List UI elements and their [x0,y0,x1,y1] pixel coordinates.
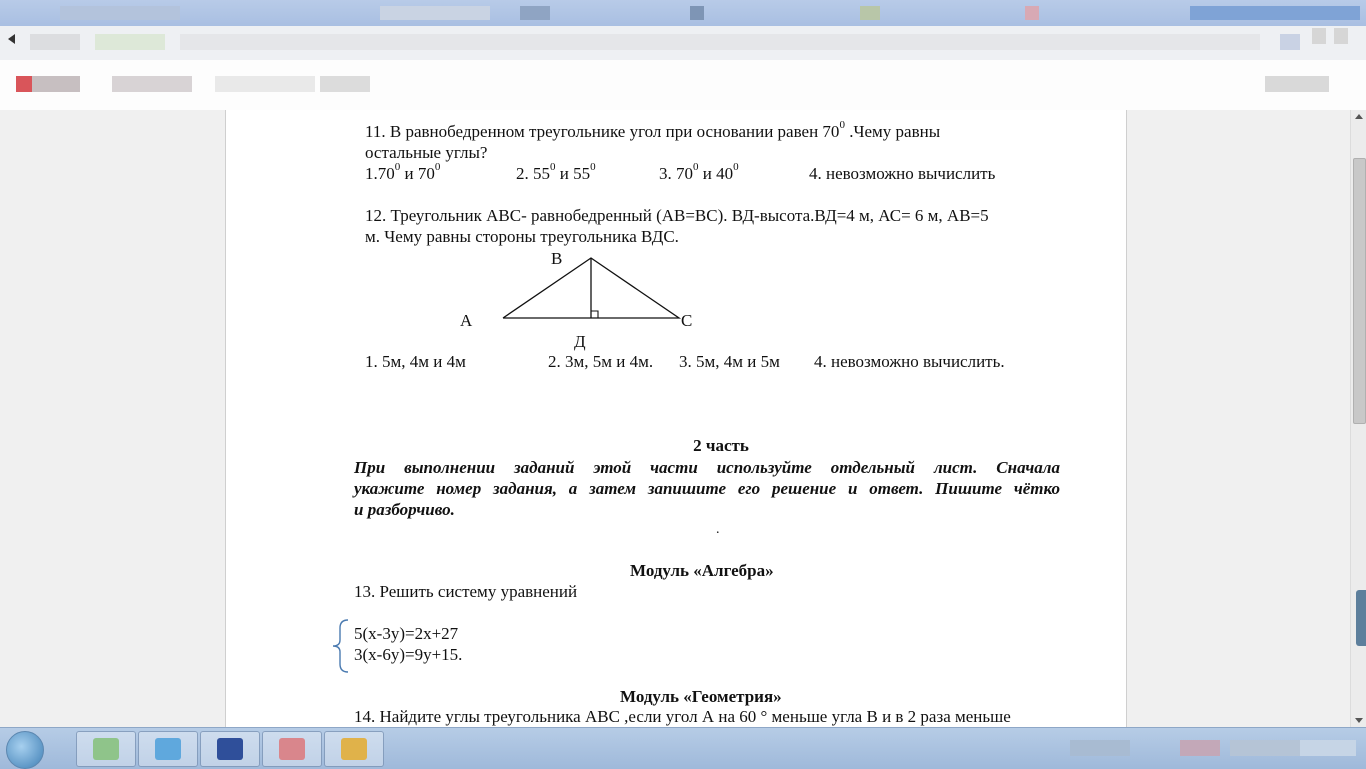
document-viewport[interactable] [0,110,1350,727]
blurred-block [215,76,315,92]
q13-text: 13. Решить систему уравнений [354,582,578,601]
side-gadget[interactable] [1356,590,1366,646]
geometry-module-title: Модуль «Геометрия» [620,687,782,706]
blurred-block [60,6,180,20]
blurred-block [1025,6,1039,20]
q12-option-2: 2. 3м, 5м и 4м. [548,352,654,371]
app-icon [217,738,243,760]
back-arrow-icon[interactable] [8,34,15,44]
label-c: С [681,311,693,330]
degree-mark: 0 [733,161,739,174]
blurred-block [30,34,80,50]
q11-option-4: 4. невозможно вычислить [809,164,996,183]
equation-2: 3(х-6у)=9у+15. [354,645,463,664]
taskbar-app-button[interactable] [138,731,198,767]
scrollbar-thumb[interactable] [1353,158,1366,424]
blurred-block [1190,6,1360,20]
tray-icons[interactable] [1180,740,1220,756]
taskbar-app-button[interactable] [262,731,322,767]
app-ribbon [0,60,1366,111]
taskbar-app-button[interactable] [76,731,136,767]
equation-1: 5(х-3у)=2х+27 [354,624,459,643]
tray-icons[interactable] [1070,740,1130,756]
taskbar-app-button[interactable] [324,731,384,767]
blurred-block [690,6,704,20]
app-icon [341,738,367,760]
right-angle-mark [591,311,598,318]
q11-text: .Чему равны [844,122,941,141]
degree-mark: 0 [693,161,699,174]
app-icon [155,738,181,760]
option-text: и 55 [555,164,591,183]
document-page [225,110,1127,727]
label-b: В [551,249,563,268]
algebra-module-title: Модуль «Алгебра» [630,561,774,580]
app-logo-icon [16,76,32,92]
option-text: и 70 [400,164,435,183]
degree-mark: 0 [434,161,441,174]
part2-instruction-line3: и разборчиво. [354,500,455,519]
option-text: 3. 70 [659,164,693,183]
address-bar[interactable] [180,34,1260,50]
window-title-bar [0,0,1366,26]
q12-line1: 12. Треугольник АВС- равнобедренный (АВ=ВС). ВД-высота.ВД=4 м, АС= 6 м, АВ=5 [365,206,989,225]
degree-mark: 0 [394,161,401,174]
scroll-up-icon[interactable] [1355,114,1363,119]
q11-option-2 [516,161,596,184]
tray-clock[interactable] [1300,740,1356,756]
label-a: А [460,311,473,330]
degree-mark: 0 [839,119,845,132]
blurred-block [1312,28,1326,44]
option-text: и 40 [698,164,734,183]
blurred-block [1334,28,1348,44]
taskbar [0,727,1366,769]
q12-line2: м. Чему равны стороны треугольника ВДС. [365,227,679,246]
scroll-down-icon[interactable] [1355,718,1363,723]
q11-text: 11. В равнобедренном треугольнике угол при основании равен 70 [365,122,840,141]
tray-icons[interactable] [1230,740,1300,756]
blurred-block [1265,76,1329,92]
blurred-block [520,6,550,20]
q11-option-1 [365,161,441,184]
degree-mark: 0 [550,161,556,174]
option-text: 1.70 [365,164,395,183]
blurred-block [95,34,165,50]
app-icon [279,738,305,760]
degree-mark: 0 [590,161,596,174]
part2-instruction-line2: укажите номер задания, а затем запишите его решение и ответ. Пишите чётко [354,479,1060,498]
blurred-block [112,76,192,92]
option-text: 2. 55 [516,164,550,183]
q12-option-3: 3. 5м, 4м и 5м [679,352,780,371]
q14-text: 14. Найдите углы треугольника АВС ,если угол А на 60 ° меньше угла В и в 2 раза меньше [354,707,1011,726]
system-brace-icon [330,618,350,674]
blurred-block [1280,34,1300,50]
blurred-block [320,76,370,92]
part2-instruction-line1: При выполнении заданий этой части используйте отдельный лист. Сначала [354,458,1060,477]
q11-option-3 [659,161,739,184]
taskbar-app-button[interactable] [200,731,260,767]
q11-line1 [365,119,941,142]
part2-title: 2 часть [693,436,749,455]
blurred-block [380,6,490,20]
q12-option-1: 1. 5м, 4м и 4м [365,352,466,371]
browser-toolbar [0,26,1366,60]
triangle-diagram [451,248,721,358]
label-d: Д [574,332,586,351]
start-button[interactable] [6,731,44,769]
app-icon [93,738,119,760]
stray-dot: . [716,522,720,537]
blurred-block [860,6,880,20]
q12-option-4: 4. невозможно вычислить. [814,352,1005,371]
q11-line2: остальные углы? [365,143,488,162]
